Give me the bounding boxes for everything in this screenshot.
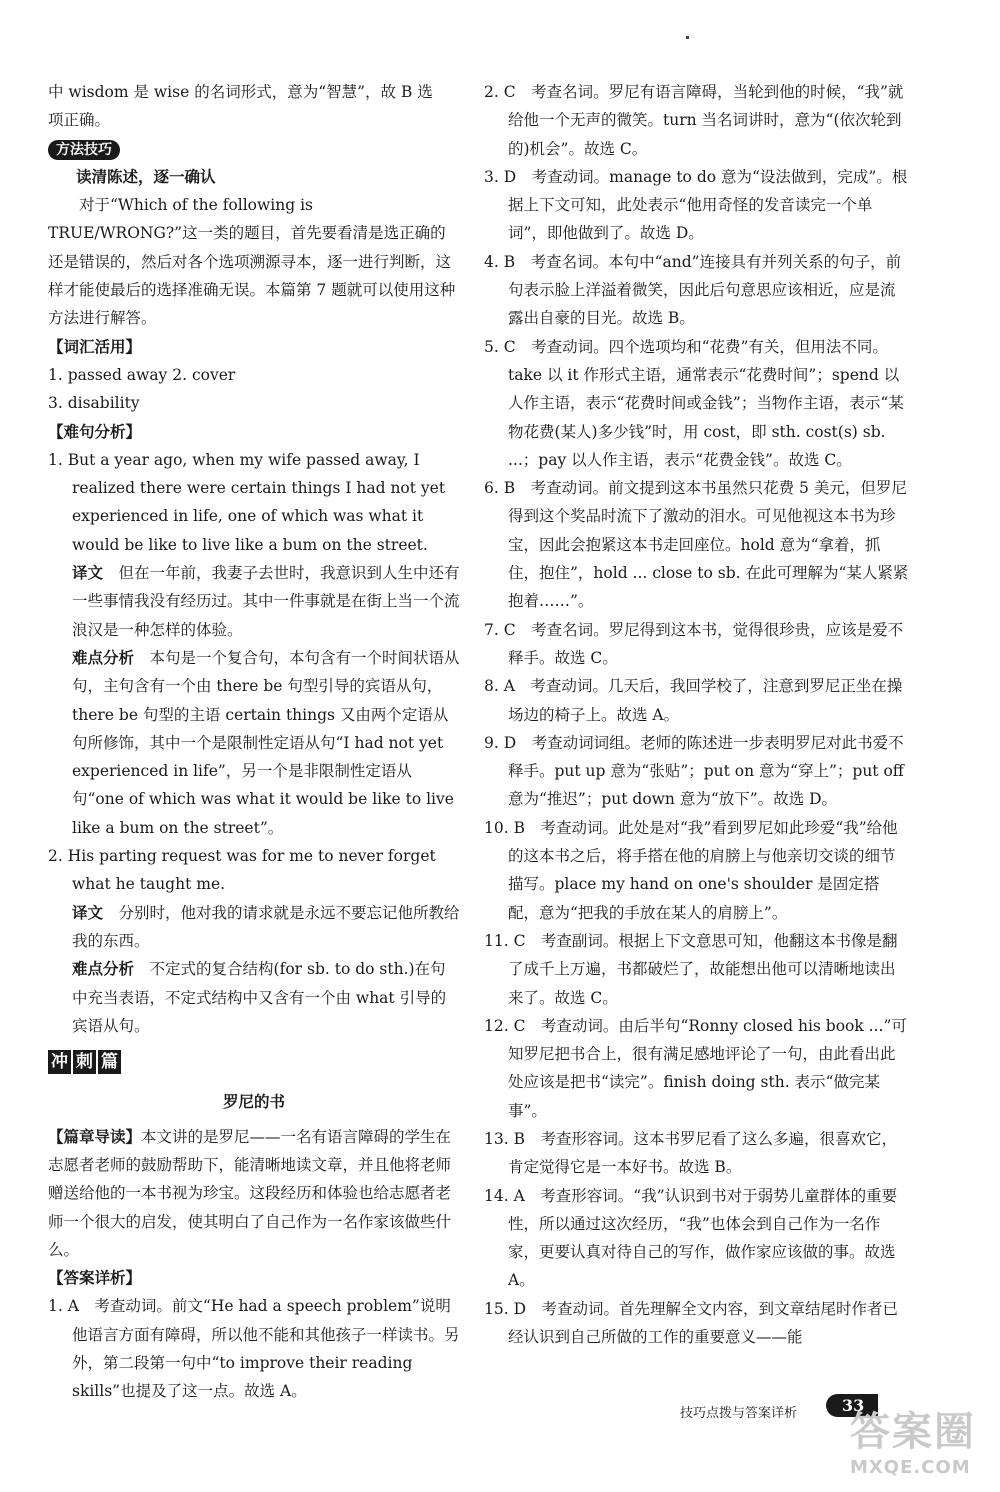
sprint-char: 刺	[73, 1050, 96, 1074]
watermark-url: MXQE.COM	[850, 1457, 971, 1478]
page-number: 33	[826, 1394, 878, 1417]
scan-dot	[686, 36, 689, 39]
translation-text: 分别时，他对我的请求就是永远不要忘记他所教给我的东西。	[72, 903, 460, 950]
intro-line: 中 wisdom 是 wise 的名词形式，意为“智慧”，故 B 选	[48, 83, 433, 101]
answer-item: 12. C 考查动词。由后半句“Ronny closed his book ...”可知罗尼把书合上，很有满足感地评论了一句，由此看出此处应该是把书“读完”。finish doing sth. 表示“做完某事”。	[484, 1016, 907, 1120]
sprint-char: 篇	[98, 1050, 121, 1074]
method-text: 对于“Which of the following is TRUE/WRONG?”这一类的题目，首先要看清是选正确的还是错误的，然后对各个选项溯源寻本，逐一进行判断，这样才能使最后的选择准确无误。本篇第 7 题就可以使用这种方法进行解答。	[48, 196, 456, 328]
difficult-heading: 【难句分析】	[48, 421, 142, 441]
answer-item: 1. A 考查动词。前文“He had a speech problem”说明他语言方面有障碍，所以他不能和其他孩子一样读书。另外，第二段第一句中“to improve their reading skills”也提及了这一点。故选 A。	[48, 1297, 460, 1401]
analysis-text: 不定式的复合结构(for sb. to do sth.)在句中充当表语，不定式结构中又含有一个由 what 引导的宾语从句。	[72, 960, 447, 1035]
answer-item: 4. B 考查名词。本句中“and”连接具有并列关系的句子，前句表示脸上洋溢着微笑，因此后句意思应该相近，应是流露出自豪的目光。故选 B。	[484, 252, 902, 328]
answer-item: 14. A 考查形容词。“我”认识到书对于弱势儿童群体的重要性，所以通过这次经历，“我”也体会到自己作为一名作家，更要认真对待自己的写作，做作家应该做的事。故选 A。	[484, 1186, 898, 1290]
answer-item: 3. D 考查动词。manage to do 意为“设法做到，完成”。根据上下文可知，此处表示“他用奇怪的发音读完一个单词”，即他做到了。故选 D。	[484, 167, 908, 243]
answer-item: 7. C 考查名词。罗尼得到这本书，觉得很珍贵，应该是爱不释手。故选 C。	[484, 620, 904, 667]
method-tag: 方法技巧	[48, 140, 120, 160]
sentence-2: 2. His parting request was for me to never forget what he taught me.	[48, 847, 436, 894]
answer-item: 9. D 考查动词词组。老师的陈述进一步表明罗尼对此书爱不释手。put up 意为“张贴”；put on 意为“穿上”；put off 意为“推迟”；put down 意为“放下”。故选 D。	[484, 733, 904, 809]
intro-line: 项正确。	[48, 111, 111, 130]
translation-text: 但在一年前，我妻子去世时，我意识到人生中还有一些事情我没有经历过。其中一件事就是在街上当一个流浪汉是一种怎样的体验。	[72, 564, 460, 639]
answer-item: 8. A 考查动词。几天后，我回学校了，注意到罗尼正坐在操场边的椅子上。故选 A。	[484, 677, 903, 724]
translation-label: 译文	[72, 563, 104, 583]
answer-item: 15. D 考查动词。首先理解全文内容，到文章结尾时作者已经认识到自己所做的工作的重要意义——能	[484, 1299, 899, 1347]
answer-item: 13. B 考查形容词。这本书罗尼看了这么多遍，很喜欢它，肯定觉得它是一本好书。故选 B。	[484, 1129, 897, 1177]
answer-item: 6. B 考查动词。前文提到这本书虽然只花费 5 美元，但罗尼得到这个奖品时流下了激动的泪水。可见他视这本书为珍宝，因此会抱紧这本书走回座位。hold 意为“拿着，抓住，抱住”，hold ... close to sb. 在此可理解为“某人紧紧抱着……”。	[484, 479, 909, 611]
vocab-line: 3. disability	[48, 394, 140, 413]
answer-item: 2. C 考查名词。罗尼有语言障碍，当轮到他的时候，“我”就给他一个无声的微笑。turn 当名词讲时，意为“(依次轮到的)机会”。故选 C。	[484, 83, 904, 158]
vocab-line: 1. passed away 2. cover	[48, 365, 236, 384]
analysis-text: 本句是一个复合句，本句含有一个时间状语从句，主句含有一个由 there be 句型引导的宾语从句，there be 句型的主语 certain things 又由两个定语从句所修饰，其中一个是限制性定语从句“I had not yet experienced in life”，另一个是非限制性定语从句“one of which was what it would be like to live like a bum on the street”。	[72, 648, 460, 837]
answer-heading: 【答案详析】	[48, 1268, 142, 1288]
guide-heading: 【篇章导读】	[48, 1126, 142, 1146]
right-column	[484, 78, 910, 1351]
method-title: 读清陈述，逐一确认	[76, 166, 216, 186]
translation-label: 译文	[72, 902, 104, 922]
analysis-label: 难点分析	[72, 647, 135, 667]
passage-title: 罗尼的书	[222, 1092, 285, 1112]
sprint-char: 冲	[48, 1050, 71, 1074]
sprint-section-banner	[48, 1048, 123, 1076]
vocab-heading: 【词汇活用】	[48, 336, 142, 356]
answer-item: 5. C 考查动词。四个选项均和“花费”有关，但用法不同。take 以 it 作形式主语，通常表示“花费时间”；spend 以人作主语，表示“花费时间或金钱”；当物作主语，表示“某物花费(某人)多少钱”时，用 cost，即 sth. cost(s) sb. ...；pay 以人作主语，表示“花费金钱”。故选 C。	[484, 337, 904, 469]
analysis-label: 难点分析	[72, 959, 135, 979]
answer-item: 10. B 考查动词。此处是对“我”看到罗尼如此珍爱“我”给他的这本书之后，将手搭在他的肩膀上与他亲切交谈的细节描写。place my hand on one's shoulder 是固定搭配，意为“把我的手放在某人的肩膀上”。	[484, 818, 898, 922]
answer-item: 11. C 考查副词。根据上下文意思可知，他翻这本书像是翻了成千上万遍，书都破烂了，故能想出他可以清晰地读出来了。故选 C。	[484, 931, 898, 1007]
watermark-text: 答案圈	[850, 1409, 976, 1455]
guide-text: 本文讲的是罗尼——一名有语言障碍的学生在志愿者老师的鼓励帮助下，能清晰地读文章，并且他将老师赠送给他的一本书视为珍宝。这段经历和体验也给志愿者老师一个很大的启发，使其明白了自己作为一名作家该做些什么。	[48, 1127, 452, 1259]
watermark-logo	[850, 1400, 990, 1490]
left-column	[48, 78, 460, 1406]
sentence-1: 1. But a year ago, when my wife passed away, I realized there were certain things I had not yet experienced in life, one of which was what it would be like to live like a bum on the street.	[48, 450, 446, 554]
footer-label: 技巧点拨与答案详析	[680, 1406, 798, 1421]
